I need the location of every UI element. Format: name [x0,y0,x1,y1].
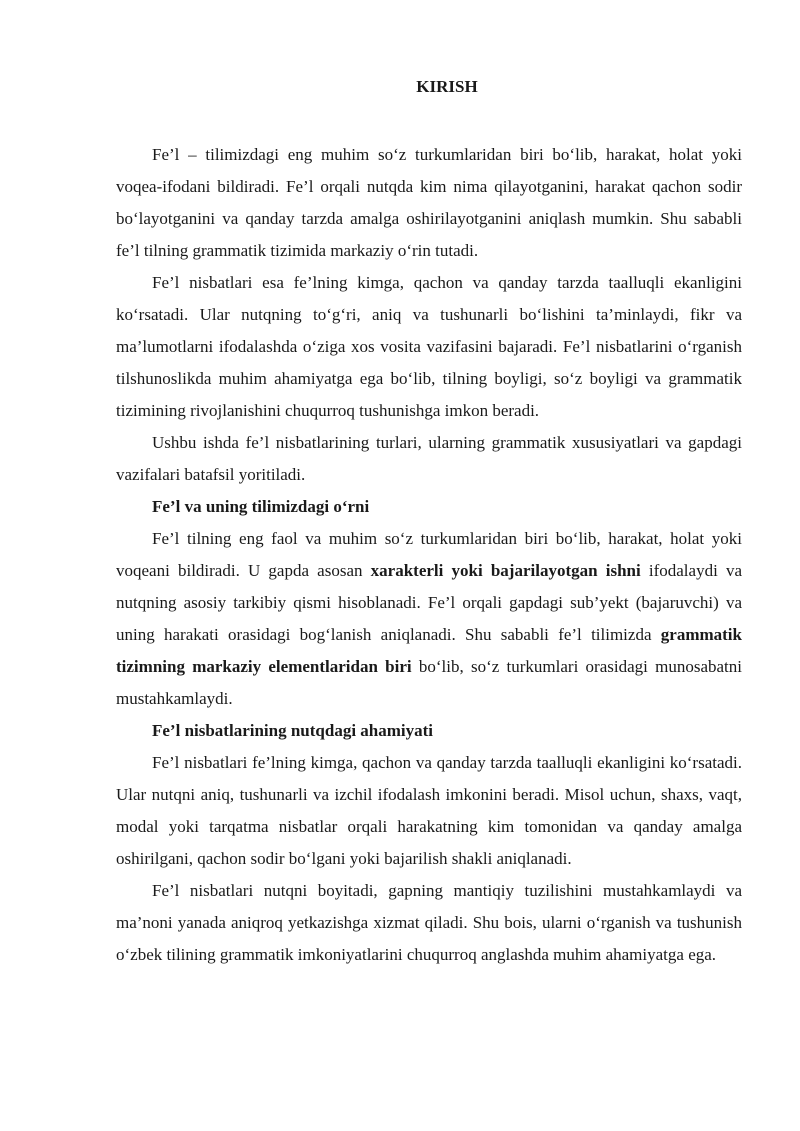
document-page [116,72,742,971]
page-title: KIRISH [416,77,478,96]
section1-text-d: bo‘lib, so‘z turkumlari orasidagi munosabatni mustahkamlaydi. [116,657,742,708]
section1-text-a: Fe’l tilning eng faol va muhim so‘z turkumlaridan biri bo‘lib, harakat, holat yoki voqeani bildiradi. U gapda asosan [116,529,742,580]
intro-paragraph-3: Ushbu ishda fe’l nisbatlarining turlari, ularning grammatik xususiyatlari va gapdagi vazifalari batafsil yoritiladi. [116,433,742,484]
section-heading-nisbatlar-ahamiyati: Fe’l nisbatlarining nutqdagi ahamiyati [152,721,434,740]
section1-text-c: ifodalaydi va nutqning asosiy tarkibiy qismi hisoblanadi. Fe’l orqali gapdagi sub’yekt (bajaruvchi) va uning harakati orasidagi bog‘lanish aniqlanadi. Shu sababli fe’l tilimizda [116,561,743,644]
intro-paragraph-2: Fe’l nisbatlari esa fe’lning kimga, qachon va qanday tarzda taalluqli ekanligini ko‘rsatadi. Ular nutqning to‘g‘ri, aniq va tushunarli bo‘lishini ta’minlaydi, fikr va ma’lumotlarni ifodalashda o‘ziga xos vosita vazifasini bajaradi. Fe’l nisbatlarini o‘rganish tilshunoslikda muhim ahamiyatga ega bo‘lib, tilning boyligi, so‘z boyligi va grammatik tizimining rivojlanishini chuqurroq tushunishga imkon beradi. [116,273,742,420]
section-heading-fel-orni: Fe’l va uning tilimizdagi o‘rni [152,497,370,516]
section2-paragraph-2: Fe’l nisbatlari nutqni boyitadi, gapning mantiqiy tuzilishini mustahkamlaydi va ma’noni yanada aniqroq yetkazishga xizmat qiladi. Shu bois, ularni o‘rganish va tushunish o‘zbek tilining grammatik imkoniyatlarini chuqurroq anglashda muhim ahamiyatga ega. [116,881,742,964]
section1-bold-2: grammatik tizimning markaziy elementlaridan biri [116,625,742,676]
section1-paragraph [116,523,742,715]
section1-bold-1: xarakterli yoki bajarilayotgan ishni [370,561,641,580]
intro-paragraph-1: Fe’l – tilimizdagi eng muhim so‘z turkumlaridan biri bo‘lib, harakat, holat yoki voqea-ifodani bildiradi. Fe’l orqali nutqda kim nima qilayotganini, harakat qachon sodir bo‘layotganini va qanday tarzda amalga oshirilayotganini aniqlash mumkin. Shu sababli fe’l tilning grammatik tizimida markaziy o‘rin tutadi. [116,145,742,260]
section2-paragraph-1: Fe’l nisbatlari fe’lning kimga, qachon va qanday tarzda taalluqli ekanligini ko‘rsatadi. Ular nutqni aniq, tushunarli va izchil ifodalash imkonini beradi. Misol uchun, shaxs, vaqt, modal yoki tarqatma nisbatlar orqali harakatning kim tomonidan va qanday amalga oshirilgani, qachon sodir bo‘lgani yoki bajarilish shakli aniqlanadi. [116,753,742,868]
